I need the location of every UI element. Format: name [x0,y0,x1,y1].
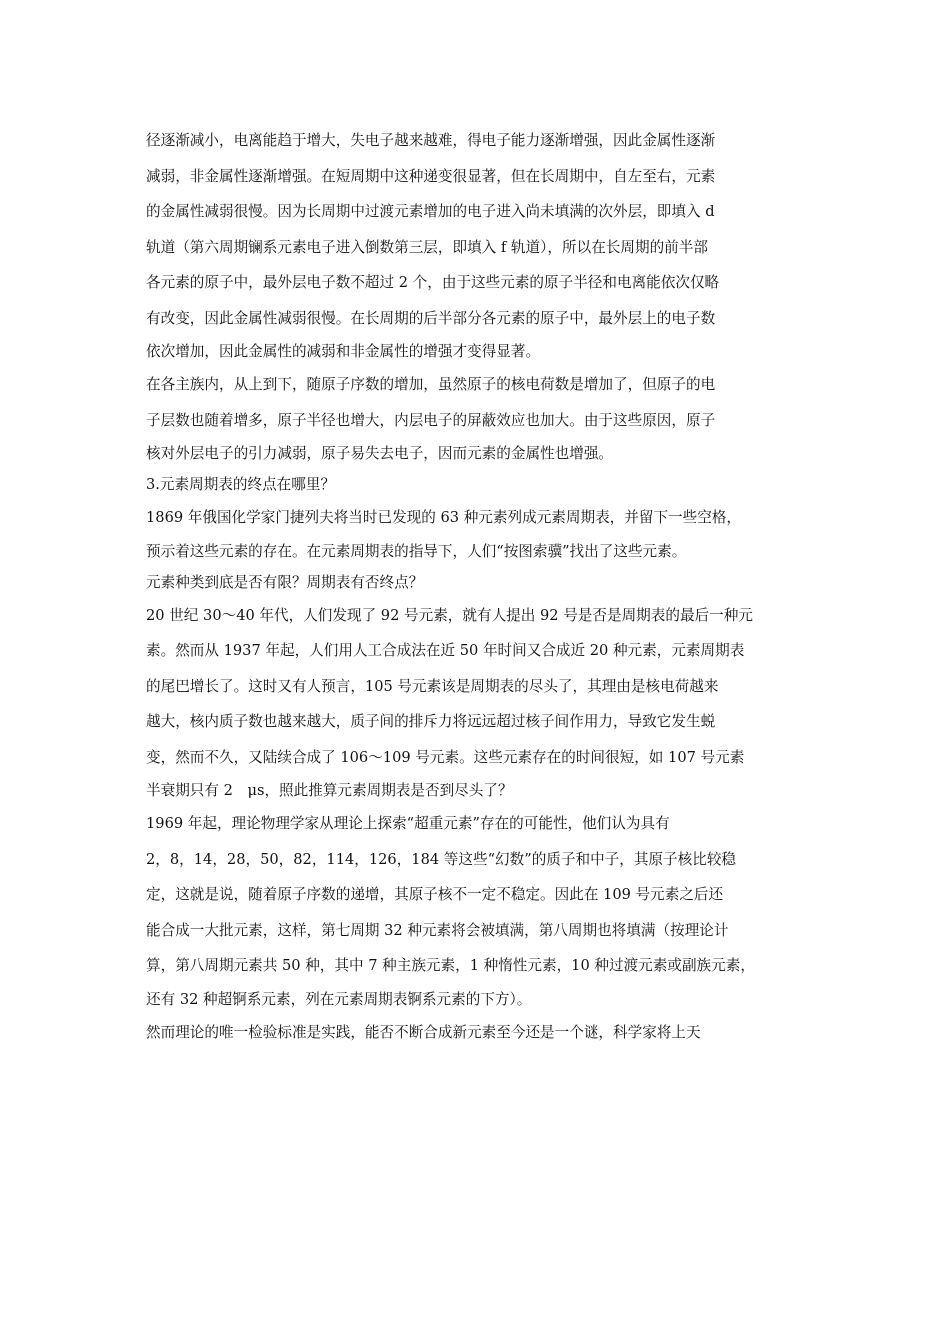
text-line: 轨道（第六周期镧系元素电子进入倒数第三层，即填入 f 轨道），所以在长周期的前半部 [146,238,708,256]
text-line: 能合成一大批元素，这样，第七周期 32 种元素将会被填满，第八周期也将填满（按理论计 [146,921,729,939]
paragraph-conclusion [146,1015,806,1051]
text-line: 有改变，因此金属性减弱很慢。在长周期的后半部分各元素的原子中，最外层上的电子数 [146,309,716,327]
text-line: 然而理论的唯一检验标准是实践，能否不断合成新元素至今还是一个谜，科学家将上天 [146,1023,701,1041]
text-line: 半衰期只有 2 μs，照此推算元素周期表是否到尽头了？ [146,782,513,799]
section-heading [146,469,806,500]
text-line: 还有 32 种超锕系元素，列在元素周期表锕系元素的下方）。 [146,990,532,1008]
text-line: 的尾巴增长了。这时又有人预言，105 号元素该是周期表的尽头了，其理由是核电荷越来 [146,677,719,695]
text-line: 素。然而从 1937 年起，人们用人工合成法在近 50 年时间又合成近 20 种元素，元素周期表 [146,642,745,659]
text-line: 径逐渐减小，电离能趋于增大，失电子越来越难，得电子能力逐渐增强，因此金属性逐渐 [146,132,716,149]
text-line: 在各主族内，从上到下，随原子序数的增加，虽然原子的核电荷数是增加了，但原子的电 [146,376,716,393]
text-line: 元素种类到底是否有限？周期表有否终点？ [146,573,424,591]
text-line: 预示着这些元素的存在。在元素周期表的指导下，人们“按图索骥”找出了这些元素。 [146,542,687,560]
text-line: 1869 年俄国化学家门捷列夫将当时已发现的 63 种元素列成元素周期表，并留下一些空格， [146,509,742,526]
paragraph-question [146,567,806,598]
document-body [146,123,806,1050]
text-line: 定，这就是说，随着原子序数的递增，其原子核不一定不稳定。因此在 109 号元素之后还 [146,886,724,903]
text-line: 核对外层电子的引力减弱，原子易失去电子，因而元素的金属性也增强。 [146,445,614,462]
text-line: 变，然而不久，又陆续合成了 106～109 号元素。这些元素存在的时间很短，如 107 号元素 [146,748,745,766]
text-line: 子层数也随着增多，原子半径也增大，内层电子的屏蔽效应也加大。由于这些原因，原子 [146,411,716,429]
text-line: 3.元素周期表的终点在哪里？ [146,476,336,493]
paragraph-synthetic-elements [146,598,806,807]
text-line: 的金属性减弱很慢。因为长周期中过渡元素增加的电子进入尚未填满的次外层，即填入 d [146,203,715,220]
paragraph-metallicity-periods [146,123,806,367]
text-line: 越大，核内质子数也越来越大，质子间的排斥力将远远超过核子间作用力，导致它发生蜕 [146,713,716,730]
text-line: 20 世纪 30～40 年代，人们发现了 92 号元素，就有人提出 92 号是否是周期表的最后一种元 [146,606,753,624]
paragraph-superheavy-elements [146,806,806,1015]
paragraph-mendeleev [146,500,806,567]
text-line: 2，8，14，28，50，82，114，126，184 等这些“幻数”的质子和中子，其原子核比较稳 [146,850,737,868]
text-line: 1969 年起，理论物理学家从理论上探索“超重元素”存在的可能性，他们认为具有 [146,815,670,832]
text-line: 依次增加，因此金属性的减弱和非金属性的增强才变得显著。 [146,343,541,360]
text-line: 各元素的原子中，最外层电子数不超过 2 个，由于这些元素的原子半径和电离能依次仅略 [146,274,720,291]
text-line: 算，第八周期元素共 50 种，其中 7 种主族元素，1 种惰性元素，10 种过渡元素或副族元素， [146,957,755,974]
text-line: 减弱，非金属性逐渐增强。在短周期中这种递变很显著，但在长周期中，自左至右，元素 [146,167,716,185]
paragraph-main-groups [146,367,806,469]
